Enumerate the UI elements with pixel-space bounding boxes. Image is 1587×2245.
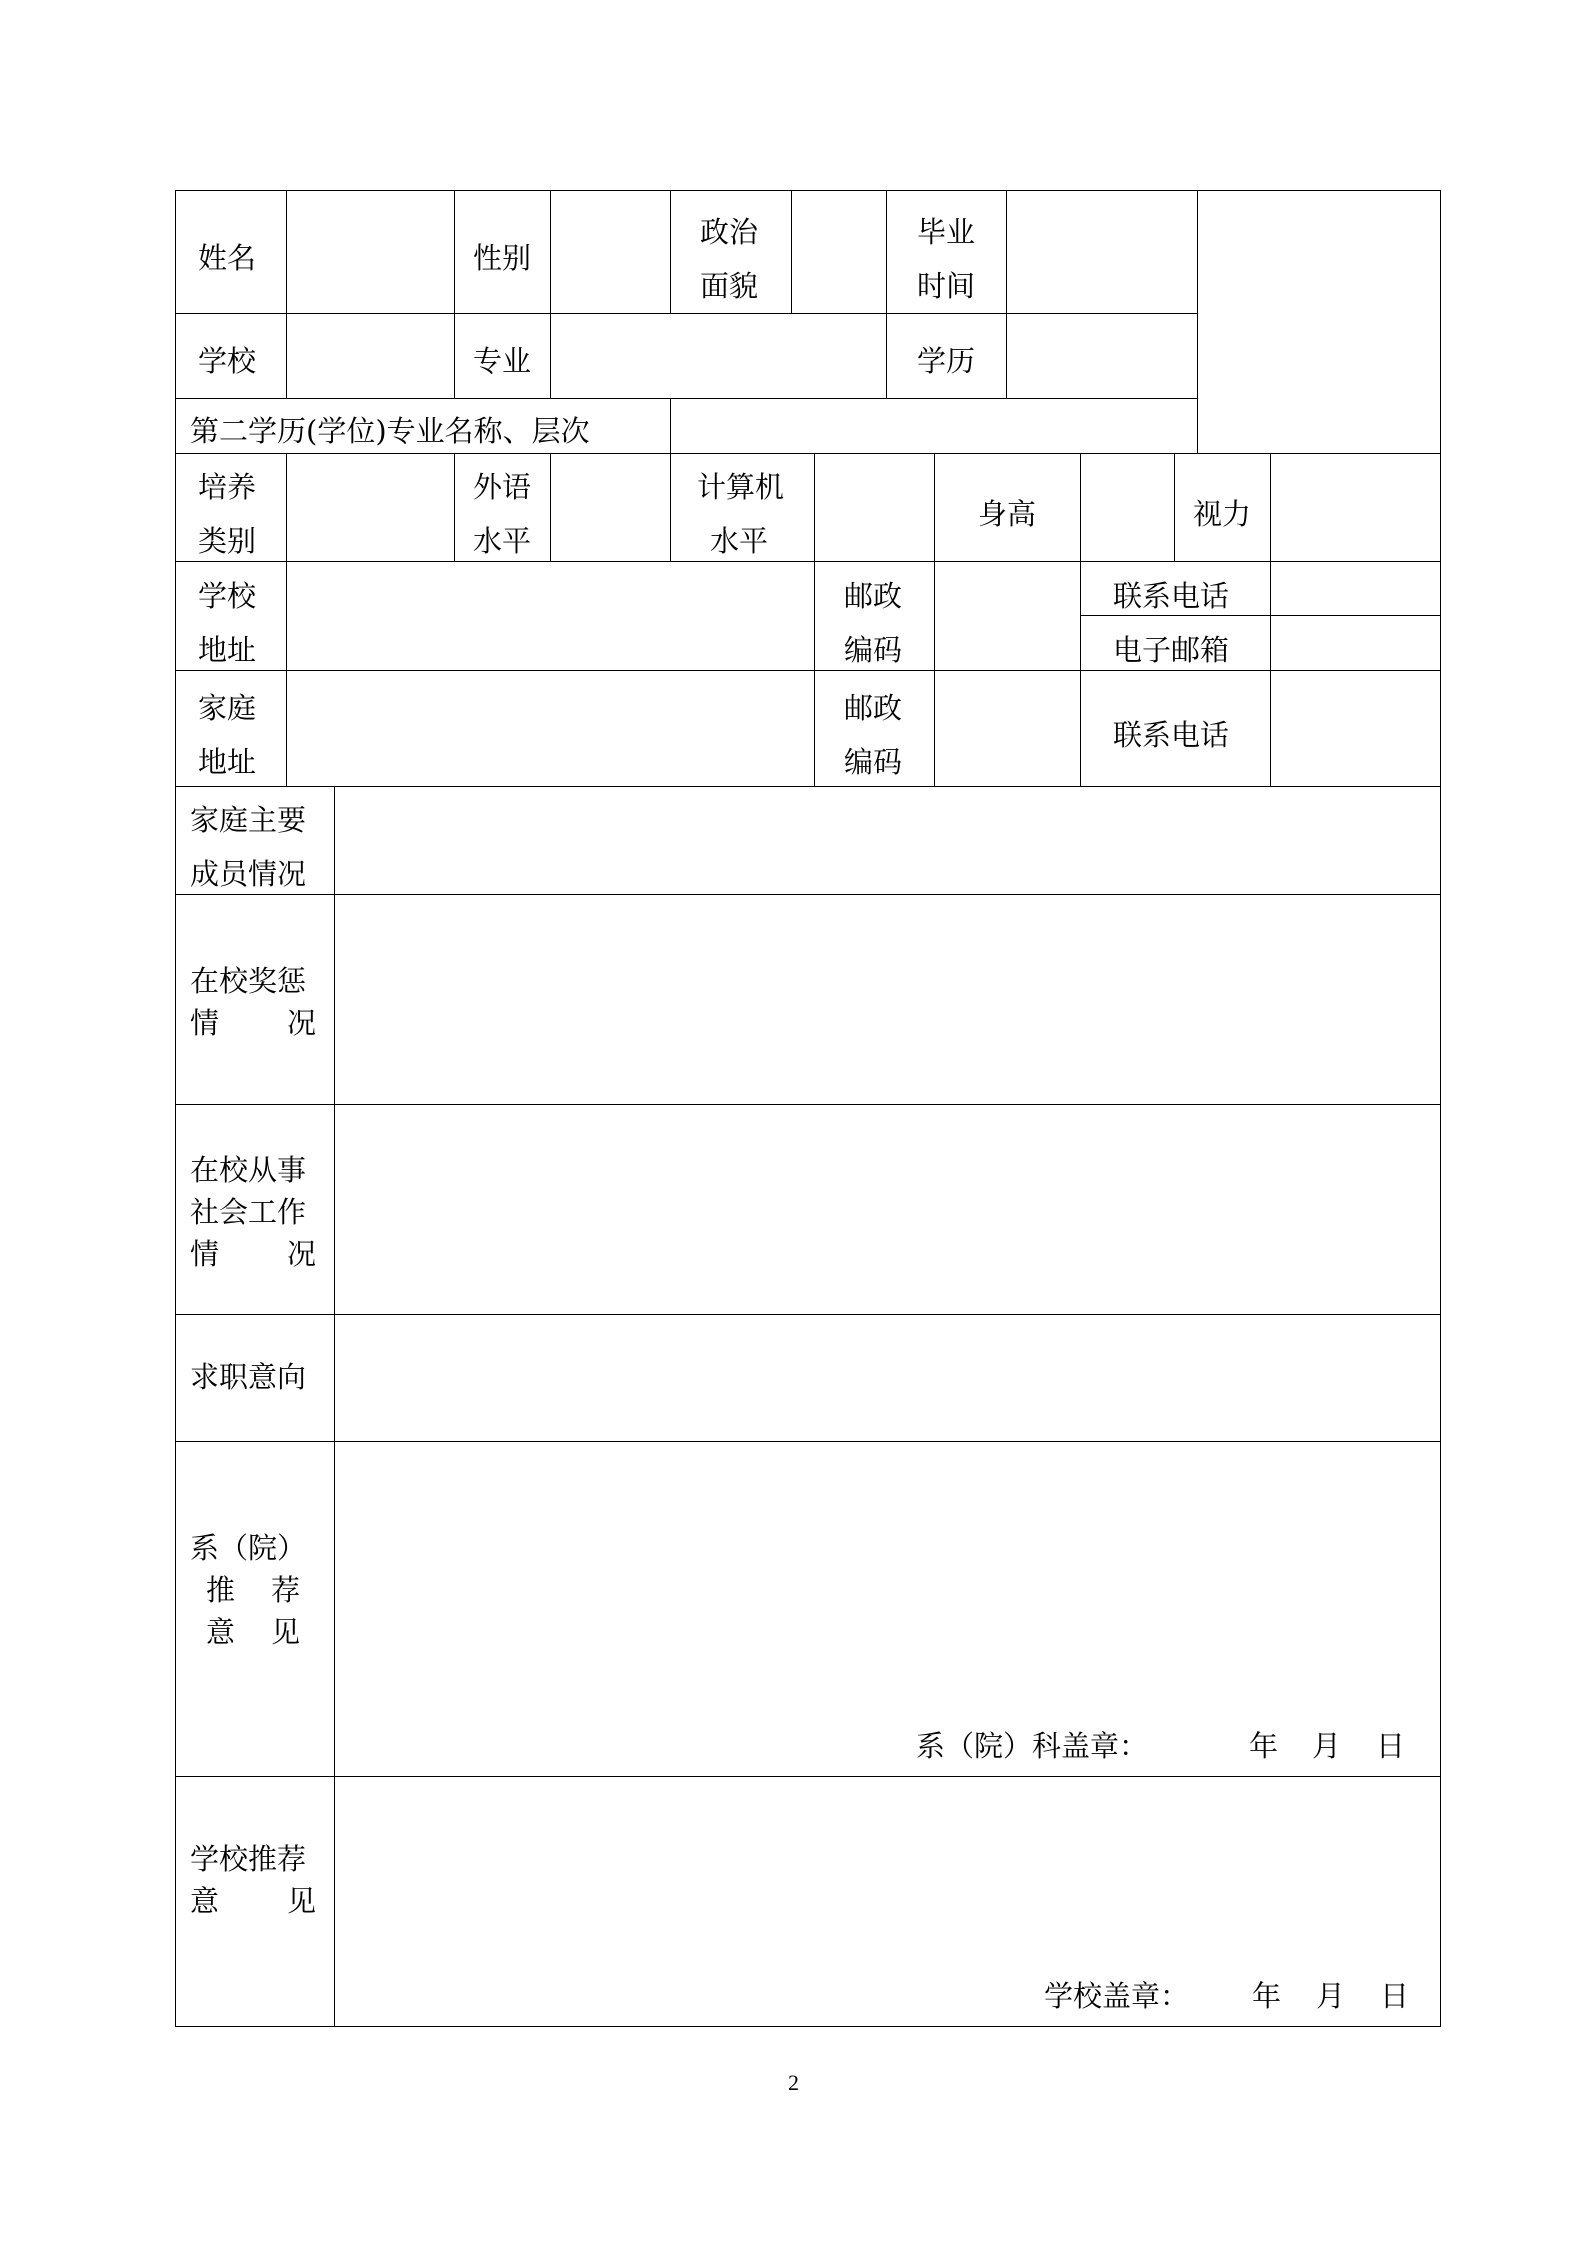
home-postcode-field[interactable] bbox=[936, 672, 1079, 785]
school-address-label-2: 地址 bbox=[198, 633, 257, 667]
email-label: 电子邮箱 bbox=[1113, 633, 1230, 667]
phone-label: 联系电话 bbox=[1113, 579, 1230, 613]
email-field[interactable] bbox=[1272, 617, 1439, 669]
department-recommendation-field[interactable] bbox=[336, 1443, 1439, 1723]
home-phone-field[interactable] bbox=[1272, 672, 1439, 785]
home-address-field[interactable] bbox=[288, 672, 813, 785]
school-date-year: 年 bbox=[1252, 1979, 1282, 2013]
table-border-bottom bbox=[175, 2026, 1441, 2027]
col-divider bbox=[454, 453, 455, 562]
social-work-field[interactable] bbox=[336, 1106, 1439, 1313]
department-recommendation-label-3: 意 见 bbox=[206, 1615, 300, 1649]
degree-label: 学历 bbox=[917, 344, 976, 378]
computer-level-label-2: 水平 bbox=[710, 524, 769, 558]
gender-label: 性别 bbox=[473, 241, 532, 275]
family-members-label-2: 成员情况 bbox=[190, 857, 307, 891]
name-field[interactable] bbox=[288, 192, 453, 312]
political-status-field[interactable] bbox=[793, 192, 885, 312]
family-members-label-1: 家庭主要 bbox=[190, 803, 307, 837]
col-divider bbox=[454, 313, 455, 399]
foreign-language-field[interactable] bbox=[552, 455, 669, 560]
school-address-label-1: 学校 bbox=[198, 579, 257, 613]
department-date-day: 日 bbox=[1376, 1729, 1406, 1763]
department-seal-label: 系（院）科盖章： bbox=[916, 1729, 1149, 1763]
height-field[interactable] bbox=[1082, 455, 1173, 560]
postcode-label-1: 邮政 bbox=[844, 579, 903, 613]
col-divider bbox=[670, 190, 671, 314]
social-work-label-2: 社会工作 bbox=[190, 1195, 307, 1229]
awards-label-1: 在校奖惩 bbox=[190, 964, 307, 998]
training-type-label-2: 类别 bbox=[198, 524, 257, 558]
political-status-label-2: 面貌 bbox=[700, 269, 759, 303]
graduation-time-label-2: 时间 bbox=[917, 269, 976, 303]
name-label: 姓名 bbox=[198, 241, 257, 275]
family-members-field[interactable] bbox=[336, 788, 1439, 893]
school-field[interactable] bbox=[288, 315, 453, 397]
major-label: 专业 bbox=[473, 344, 532, 378]
major-field[interactable] bbox=[552, 315, 885, 397]
home-address-label-2: 地址 bbox=[198, 745, 257, 779]
table-border-right bbox=[1440, 190, 1441, 2027]
department-recommendation-label-2: 推 荐 bbox=[206, 1573, 300, 1607]
training-type-field[interactable] bbox=[288, 455, 453, 560]
postcode-field[interactable] bbox=[936, 563, 1079, 669]
home-address-label-1: 家庭 bbox=[198, 691, 257, 725]
col-divider bbox=[454, 190, 455, 314]
second-degree-field[interactable] bbox=[672, 400, 1196, 452]
col-divider bbox=[886, 313, 887, 399]
col-divider bbox=[1174, 453, 1175, 562]
school-recommendation-label-1: 学校推荐 bbox=[190, 1842, 307, 1876]
second-degree-label: 第二学历(学位)专业名称、层次 bbox=[190, 414, 590, 448]
height-label: 身高 bbox=[978, 497, 1037, 531]
foreign-language-label-1: 外语 bbox=[473, 470, 532, 504]
awards-label-2: 情 况 bbox=[190, 1006, 316, 1040]
department-date-year: 年 bbox=[1249, 1729, 1279, 1763]
col-divider bbox=[1080, 561, 1081, 787]
social-work-label-1: 在校从事 bbox=[190, 1153, 307, 1187]
foreign-language-label-2: 水平 bbox=[473, 524, 532, 558]
col-divider bbox=[886, 190, 887, 314]
job-intention-label: 求职意向 bbox=[190, 1360, 307, 1394]
department-recommendation-label-1: 系（院） bbox=[190, 1531, 307, 1565]
computer-level-label-1: 计算机 bbox=[697, 470, 785, 504]
col-divider bbox=[814, 561, 815, 787]
vision-label: 视力 bbox=[1193, 497, 1252, 531]
postcode-label-2: 编码 bbox=[844, 633, 903, 667]
computer-level-field[interactable] bbox=[816, 455, 933, 560]
school-seal-label: 学校盖章： bbox=[1044, 1979, 1190, 2013]
school-address-field[interactable] bbox=[288, 563, 813, 669]
job-intention-field[interactable] bbox=[336, 1316, 1439, 1440]
graduation-time-label-1: 毕业 bbox=[917, 215, 976, 249]
school-recommendation-label-2: 意 见 bbox=[190, 1884, 316, 1918]
col-divider bbox=[934, 453, 935, 562]
awards-field[interactable] bbox=[336, 896, 1439, 1103]
phone-field[interactable] bbox=[1272, 563, 1439, 614]
table-border-left bbox=[175, 190, 176, 2027]
training-type-label-1: 培养 bbox=[198, 470, 257, 504]
gender-field[interactable] bbox=[552, 192, 669, 312]
school-label: 学校 bbox=[198, 344, 257, 378]
page-number: 2 bbox=[788, 2070, 799, 2095]
degree-field[interactable] bbox=[1008, 315, 1196, 397]
department-date-month: 月 bbox=[1312, 1729, 1342, 1763]
school-date-month: 月 bbox=[1316, 1979, 1346, 2013]
photo-box[interactable] bbox=[1199, 192, 1439, 452]
school-recommendation-field[interactable] bbox=[336, 1778, 1439, 1968]
social-work-label-3: 情 况 bbox=[190, 1237, 316, 1271]
home-phone-label: 联系电话 bbox=[1113, 718, 1230, 752]
vision-field[interactable] bbox=[1272, 455, 1439, 560]
political-status-label-1: 政治 bbox=[700, 215, 759, 249]
graduation-time-field[interactable] bbox=[1008, 192, 1196, 312]
school-date-day: 日 bbox=[1380, 1979, 1410, 2013]
home-postcode-label-1: 邮政 bbox=[844, 691, 903, 725]
col-divider bbox=[670, 453, 671, 562]
home-postcode-label-2: 编码 bbox=[844, 745, 903, 779]
